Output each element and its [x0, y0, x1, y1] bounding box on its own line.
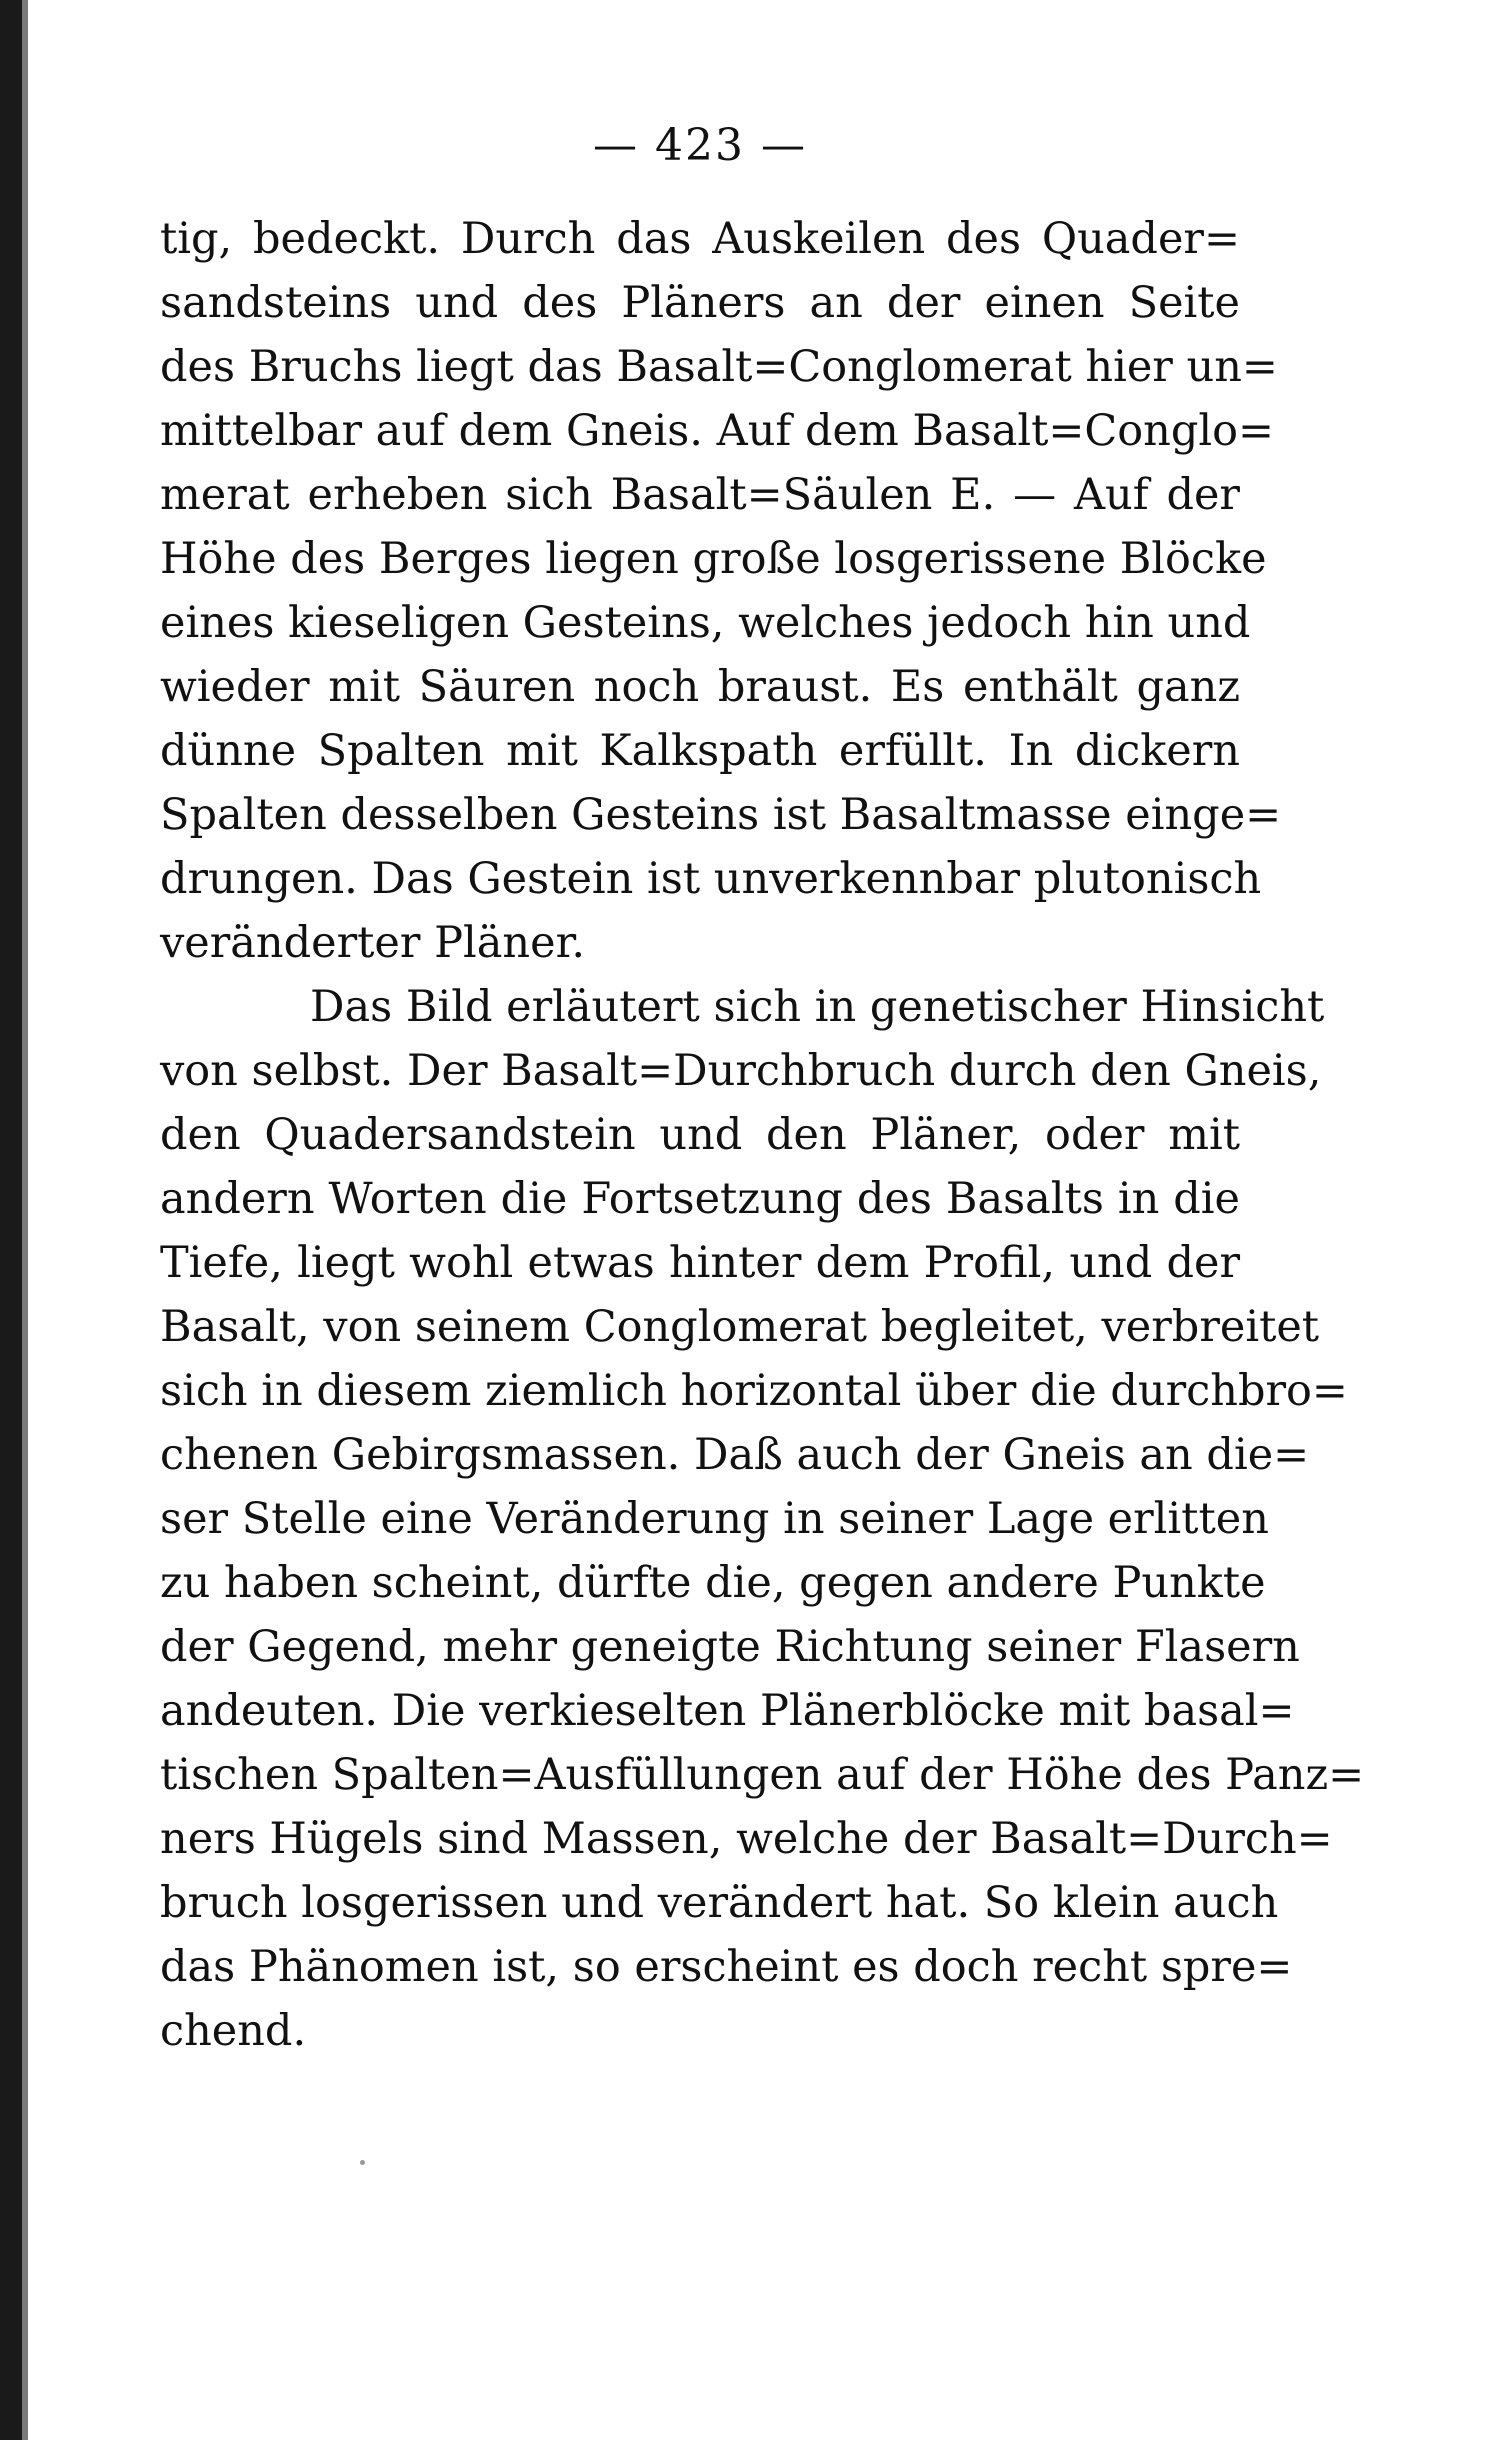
text-line: eines kieseligen Gesteins, welches jedoch hin und	[160, 598, 1251, 648]
text-line: andern Worten die Fortsetzung des Basalts in die	[160, 1174, 1240, 1224]
text-line: Spalten desselben Gesteins ist Basaltmasse einge=	[160, 790, 1282, 840]
text-line: veränderter Pläner.	[160, 918, 586, 968]
text-line: Basalt, von seinem Conglomerat begleitet, verbreitet	[160, 1302, 1320, 1352]
text-line: bruch losgerissen und verändert hat. So klein auch	[160, 1878, 1279, 1928]
text-line: ser Stelle eine Veränderung in seiner Lage erlitten	[160, 1494, 1269, 1544]
text-line: chend.	[160, 2006, 307, 2056]
text-line: mittelbar auf dem Gneis. Auf dem Basalt=Conglo=	[160, 406, 1275, 456]
text-line: andeuten. Die verkieselten Plänerblöcke mit basal=	[160, 1686, 1295, 1736]
text-line: chenen Gebirgsmassen. Daß auch der Gneis an die=	[160, 1430, 1310, 1480]
text-line: den Quadersandstein und den Pläner, oder mit	[160, 1110, 1240, 1160]
binding-edge	[0, 0, 22, 2440]
text-line: Höhe des Berges liegen große losgerissene Blöcke	[160, 534, 1267, 584]
text-line: sich in diesem ziemlich horizontal über die durchbro=	[160, 1366, 1348, 1416]
paragraph-2	[160, 975, 1365, 2063]
page-number: — 423 —	[593, 120, 807, 171]
text-line: wieder mit Säuren noch braust. Es enthält ganz	[160, 662, 1240, 712]
text-line: zu haben scheint, dürfte die, gegen andere Punkte	[160, 1558, 1266, 1608]
text-line: das Phänomen ist, so erscheint es doch recht spre=	[160, 1942, 1293, 1992]
text-line: tig, bedeckt. Durch das Auskeilen des Quader=	[160, 214, 1240, 264]
text-line: drungen. Das Gestein ist unverkennbar plutonisch	[160, 854, 1262, 904]
text-line: merat erheben sich Basalt=Säulen E. — Auf der	[160, 470, 1240, 520]
text-line: sandsteins und des Pläners an der einen Seite	[160, 278, 1240, 328]
text-line: Tiefe, liegt wohl etwas hinter dem Profil, und der	[160, 1238, 1240, 1288]
text-line: Das Bild erläutert sich in genetischer Hinsicht	[310, 982, 1325, 1032]
binding-edge-shadow	[22, 0, 28, 2440]
paper-speck	[360, 2160, 365, 2165]
text-line: ners Hügels sind Massen, welche der Basalt=Durch=	[160, 1814, 1333, 1864]
book-page	[160, 120, 1365, 2063]
text-line: dünne Spalten mit Kalkspath erfüllt. In dickern	[160, 726, 1240, 776]
paragraph-1	[160, 207, 1282, 975]
text-line: von selbst. Der Basalt=Durchbruch durch den Gneis,	[160, 1046, 1322, 1096]
text-line: tischen Spalten=Ausfüllungen auf der Höhe des Panz=	[160, 1750, 1365, 1800]
text-line: des Bruchs liegt das Basalt=Conglomerat hier un=	[160, 342, 1278, 392]
text-line: der Gegend, mehr geneigte Richtung seiner Flasern	[160, 1622, 1300, 1672]
